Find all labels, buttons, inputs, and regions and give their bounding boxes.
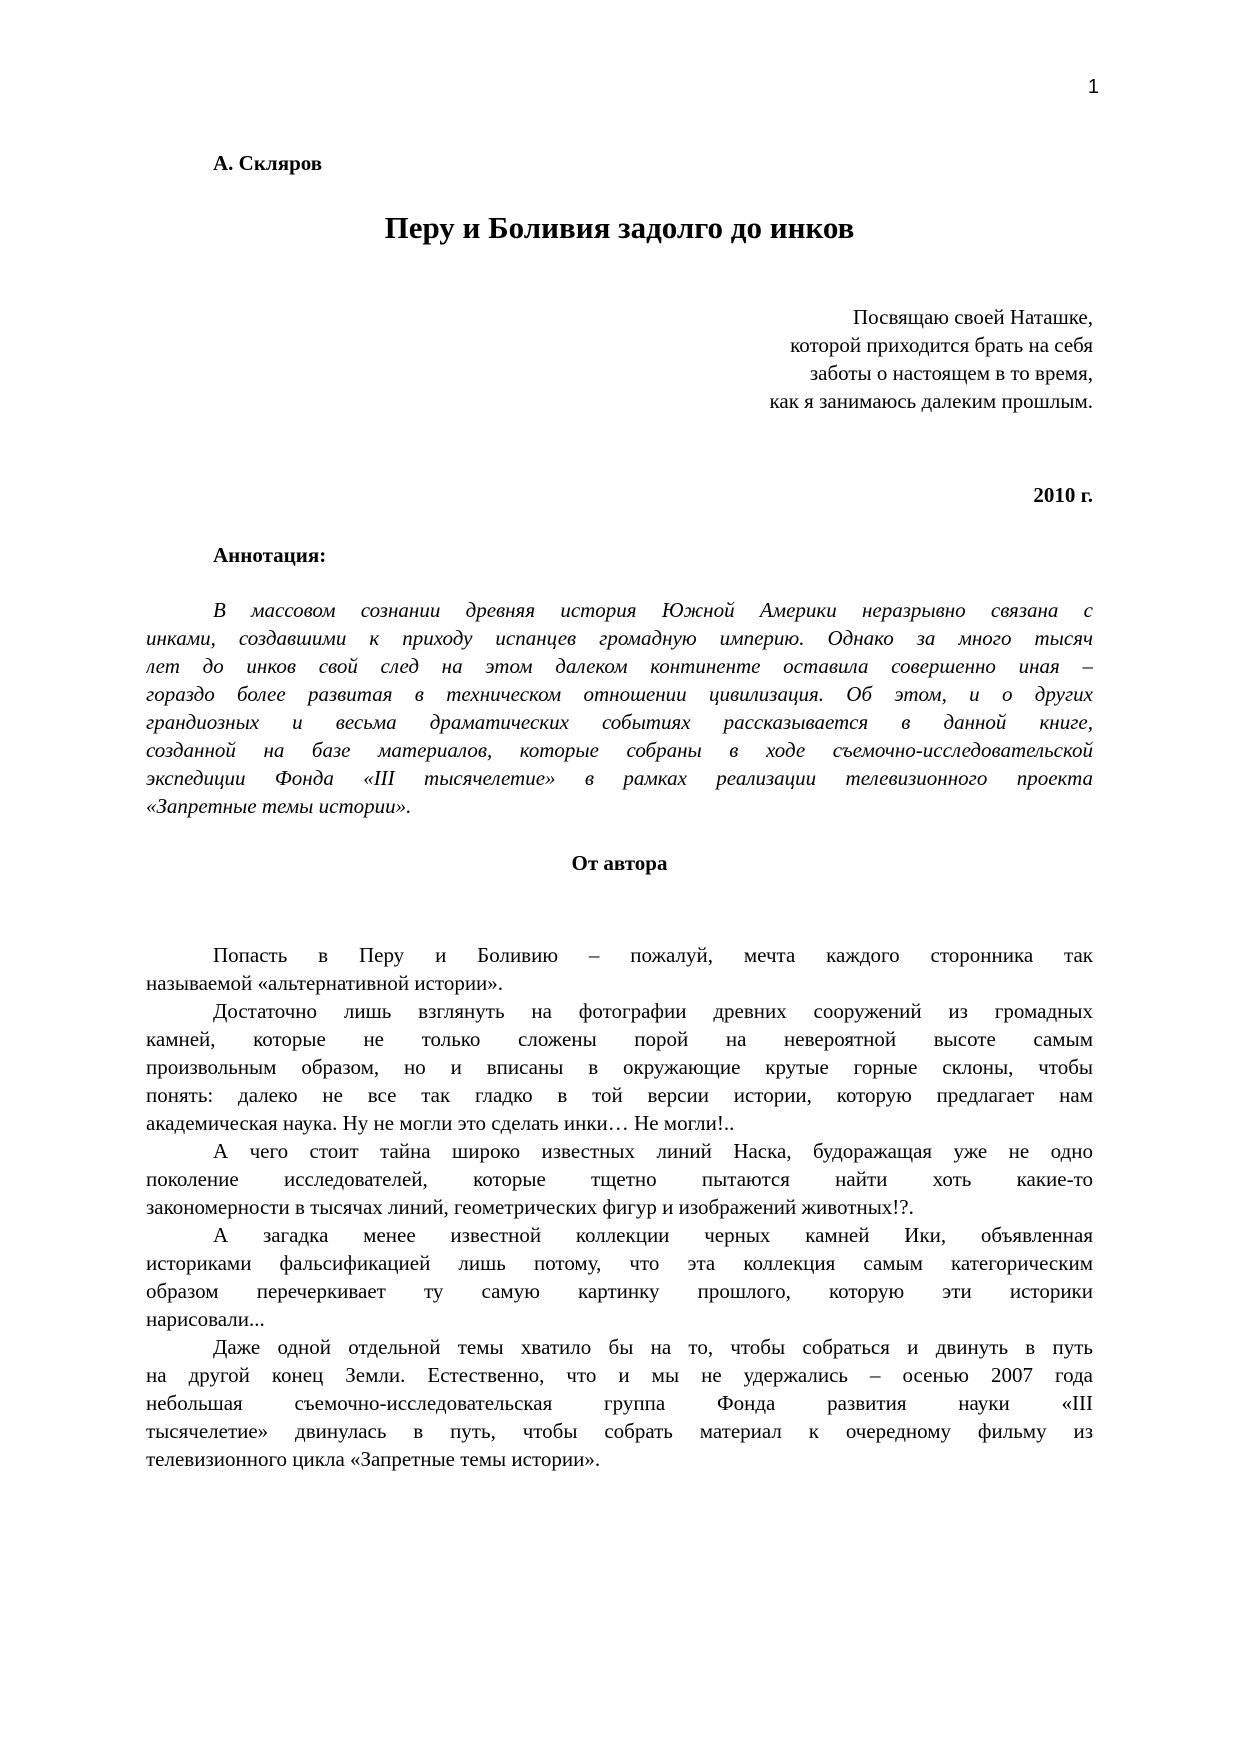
dedication-line: которой приходится брать на себя [790, 333, 1093, 357]
paragraph-line: произвольным образом, но и вписаны в окружающие крутые горные склоны, чтобы [146, 1055, 1093, 1079]
annotation-line: грандиозных и весьма драматических событиях рассказывается в данной книге, [146, 710, 1093, 734]
dedication [770, 303, 1093, 415]
paragraph-line: телевизионного цикла «Запретные темы истории». [146, 1447, 601, 1471]
paragraph-line: понять: далеко не все так гладко в той версии истории, которую предлагает нам [146, 1083, 1093, 1107]
paragraph-line: Попасть в Перу и Боливию – пожалуй, мечта каждого сторонника так [213, 943, 1093, 967]
paragraph-line: поколение исследователей, которые тщетно пытаются найти хоть какие-то [146, 1167, 1093, 1191]
dedication-line: заботы о настоящем в то время, [809, 361, 1093, 385]
paragraph-line: небольшая съемочно-исследовательская группа Фонда развития науки «III [146, 1391, 1093, 1415]
paragraph-line: Достаточно лишь взглянуть на фотографии древних сооружений из громадных [213, 999, 1093, 1023]
annotation-heading: Аннотация: [213, 543, 327, 567]
page-number: 1 [1087, 76, 1099, 98]
paragraph-line: на другой конец Земли. Естественно, что и мы не удержались – осенью 2007 года [146, 1363, 1093, 1387]
annotation-line: «Запретные темы истории». [146, 794, 412, 818]
annotation-line: инками, создавшими к приходу испанцев громадную империю. Однако за много тысяч [146, 626, 1093, 650]
body-text [146, 941, 1093, 1473]
paragraph-line: тысячелетие» двинулась в путь, чтобы собрать материал к очередному фильму из [146, 1419, 1093, 1443]
publication-year: 2010 г. [1033, 483, 1093, 507]
annotation-text [146, 596, 1093, 820]
paragraph-line: А загадка менее известной коллекции черных камней Ики, объявленная [213, 1223, 1093, 1247]
paragraph-line: закономерности в тысячах линий, геометрических фигур и изображений животных!?. [146, 1195, 914, 1219]
paragraph-line: Даже одной отдельной темы хватило бы на то, чтобы собраться и двинуть в путь [213, 1335, 1093, 1359]
document-title: Перу и Боливия задолго до инков [384, 210, 855, 245]
section-heading: От автора [571, 851, 668, 875]
paragraph-line: нарисовали... [146, 1307, 265, 1331]
annotation-line: гораздо более развитая в техническом отношении цивилизация. Об этом, и о других [146, 682, 1093, 706]
paragraph-line: образом перечеркивает ту самую картинку прошлого, которую эти историки [146, 1279, 1093, 1303]
author-name: А. Скляров [213, 151, 323, 175]
dedication-line: Посвящаю своей Наташке, [852, 305, 1093, 329]
paragraph-line: академическая наука. Ну не могли это сделать инки… Не могли!.. [146, 1111, 735, 1135]
annotation-line: экспедиции Фонда «III тысячелетие» в рамках реализации телевизионного проекта [146, 766, 1093, 790]
paragraph-line: историками фальсификацией лишь потому, что эта коллекция самым категорическим [146, 1251, 1093, 1275]
paragraph-line: А чего стоит тайна широко известных линий Наска, будоражащая уже не одно [213, 1139, 1093, 1163]
paragraph-line: камней, которые не только сложены порой на невероятной высоте самым [146, 1027, 1093, 1051]
paragraph-line: называемой «альтернативной истории». [146, 971, 504, 995]
annotation-line: созданной на базе материалов, которые собраны в ходе съемочно-исследовательской [146, 738, 1093, 762]
annotation-line: лет до инков свой след на этом далеком континенте оставила совершенно иная – [146, 654, 1093, 678]
dedication-line: как я занимаюсь далеким прошлым. [769, 389, 1093, 413]
annotation-line: В массовом сознании древняя история Южной Америки неразрывно связана с [213, 598, 1093, 622]
